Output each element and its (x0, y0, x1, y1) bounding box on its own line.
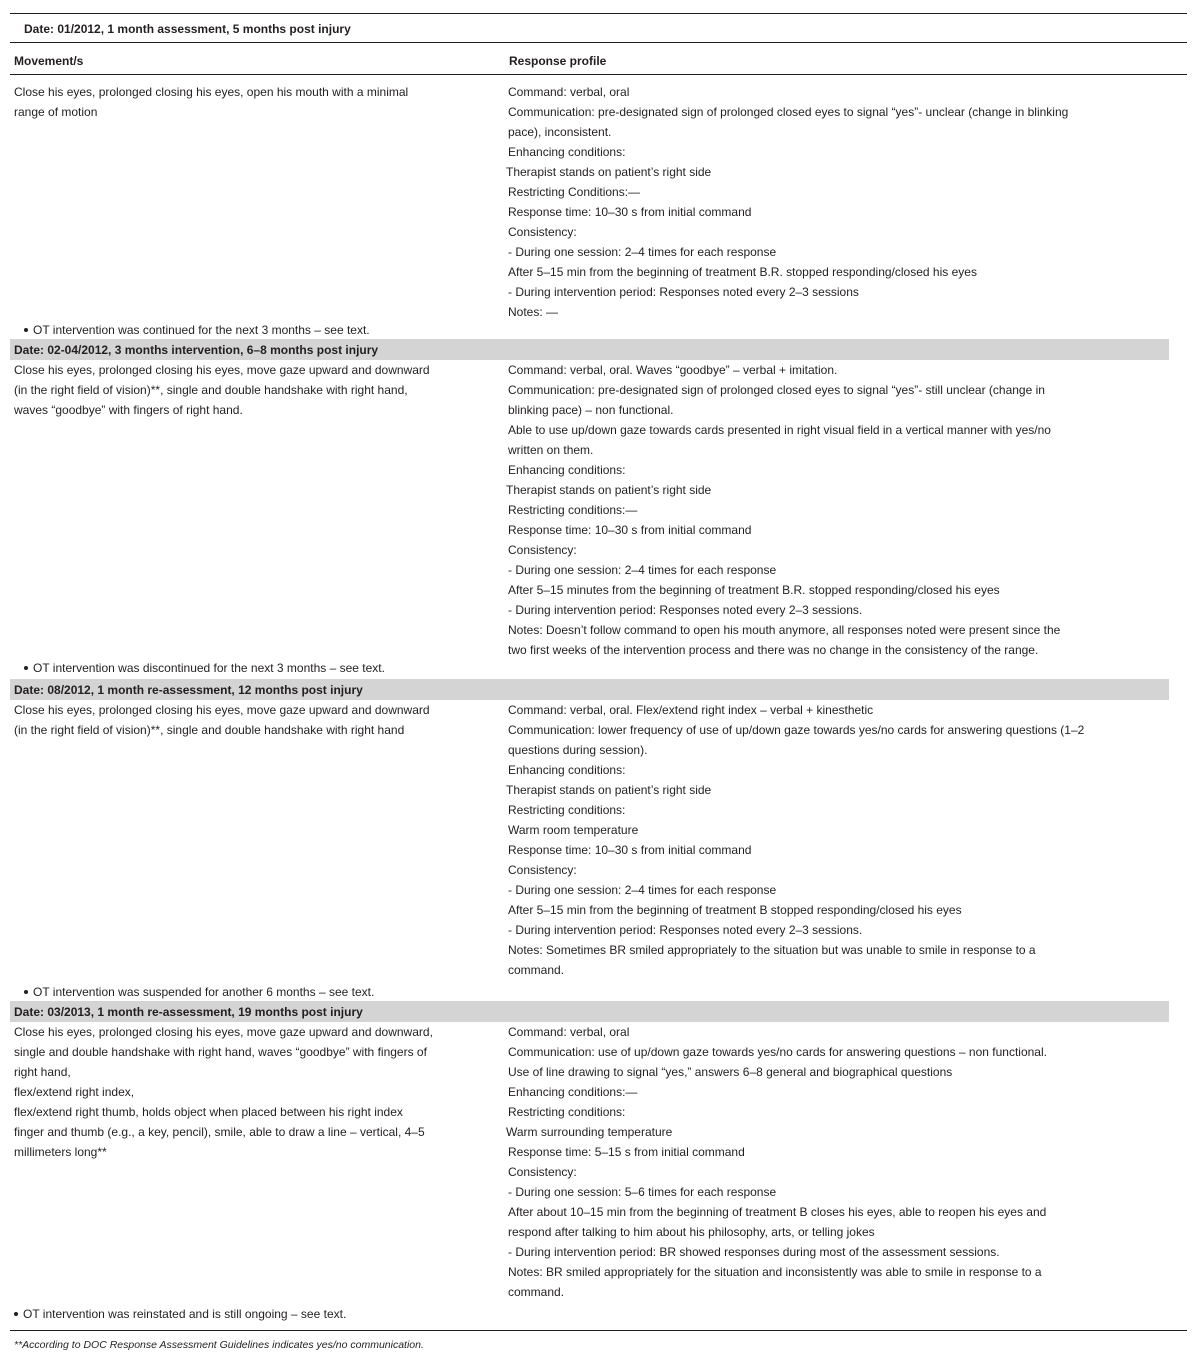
response-line: Command: verbal, oral. Flex/extend right index – verbal + kinesthetic (508, 703, 874, 717)
bullet-dot (24, 328, 28, 332)
movements-cell-3 (14, 700, 494, 740)
response-line: Enhancing conditions: (508, 145, 626, 159)
response-line: Restricting Conditions:— (508, 185, 641, 199)
response-line: Enhancing conditions: (508, 763, 626, 777)
table-footnote: **According to DOC Response Assessment Guidelines indicates yes/no communication. (14, 1339, 424, 1351)
movement-line: waves “goodbye” with fingers of right hand. (14, 403, 243, 417)
movement-line: millimeters long** (14, 1145, 107, 1159)
response-line: Response time: 10–30 s from initial command (508, 523, 752, 537)
intervention-note-4 (14, 1304, 346, 1324)
movement-line: range of motion (14, 105, 98, 119)
response-line: - During intervention period: Responses noted every 2–3 sessions. (508, 603, 863, 617)
response-line: Command: verbal, oral. Waves “goodbye” – verbal + imitation. (508, 363, 838, 377)
movement-line: (in the right field of vision)**, single and double handshake with right hand, (14, 383, 408, 397)
response-line: Able to use up/down gaze towards cards presented in right visual field in a vertical manner with yes/no (508, 423, 1051, 437)
response-line: Consistency: (508, 1165, 577, 1179)
movement-line: right hand, (14, 1065, 71, 1079)
column-header-movements: Movement/s (14, 54, 84, 68)
response-line: written on them. (508, 443, 594, 457)
response-line: Enhancing conditions: (508, 463, 626, 477)
response-line: Communication: lower frequency of use of up/down gaze towards yes/no cards for answering questions (1–2 (508, 723, 1085, 737)
response-line: blinking pace) – non functional. (508, 403, 674, 417)
note-text: OT intervention was continued for the next 3 months – see text. (33, 323, 370, 337)
response-line: Therapist stands on patient’s right side (506, 783, 712, 797)
movements-cell-1 (14, 82, 494, 122)
response-line: command. (508, 1285, 565, 1299)
note-text: OT intervention was suspended for another 6 months – see text. (33, 985, 375, 999)
response-line: After 5–15 min from the beginning of treatment B.R. stopped responding/closed his eyes (508, 265, 977, 279)
movement-line: Close his eyes, prolonged closing his eyes, move gaze upward and downward (14, 703, 430, 717)
movements-cell-2 (14, 360, 494, 420)
response-line: Communication: pre-designated sign of prolonged closed eyes to signal “yes”- unclear (change in blinking (508, 105, 1069, 119)
response-line: Response time: 5–15 s from initial command (508, 1145, 745, 1159)
movement-line: Close his eyes, prolonged closing his eyes, move gaze upward and downward, (14, 1025, 433, 1039)
table-top-header: Date: 01/2012, 1 month assessment, 5 months post injury (24, 22, 351, 36)
response-line: - During intervention period: Responses noted every 2–3 sessions. (508, 923, 863, 937)
intervention-note-2 (24, 658, 385, 678)
response-line: - During one session: 2–4 times for each response (508, 245, 777, 259)
response-line: Command: verbal, oral (508, 85, 630, 99)
response-line: Therapist stands on patient’s right side (506, 483, 712, 497)
response-line: Notes: Sometimes BR smiled appropriately to the situation but was unable to smile in response to a (508, 943, 1036, 957)
response-line: After 5–15 min from the beginning of treatment B stopped responding/closed his eyes (508, 903, 962, 917)
response-line: Consistency: (508, 225, 577, 239)
section-date-4: Date: 03/2013, 1 month re-assessment, 19 months post injury (14, 1005, 363, 1019)
response-line: After about 10–15 min from the beginning of treatment B closes his eyes, able to reopen his eyes and (508, 1205, 1047, 1219)
response-line: Communication: use of up/down gaze towards yes/no cards for answering questions – non functional. (508, 1045, 1047, 1059)
response-line: Consistency: (508, 863, 577, 877)
response-line: - During intervention period: Responses noted every 2–3 sessions (508, 285, 859, 299)
bullet-dot (24, 990, 28, 994)
response-line: Enhancing conditions:— (508, 1085, 638, 1099)
response-line: Notes: — (508, 305, 559, 319)
note-text: OT intervention was reinstated and is still ongoing – see text. (23, 1307, 347, 1321)
response-line: Warm surrounding temperature (506, 1125, 673, 1139)
section-date-2: Date: 02-04/2012, 3 months intervention, 6–8 months post injury (14, 343, 379, 357)
bullet-dot (14, 1312, 18, 1316)
header-rule (10, 42, 1187, 43)
note-text: OT intervention was discontinued for the next 3 months – see text. (33, 661, 385, 675)
movement-line: single and double handshake with right hand, waves “goodbye” with fingers of (14, 1045, 427, 1059)
response-line: Notes: BR smiled appropriately for the situation and inconsistently was able to smile in response to a (508, 1265, 1042, 1279)
response-line: pace), inconsistent. (508, 125, 612, 139)
section-date-3: Date: 08/2012, 1 month re-assessment, 12 months post injury (14, 683, 363, 697)
top-rule (10, 13, 1187, 14)
response-line: Command: verbal, oral (508, 1025, 630, 1039)
intervention-note-1 (24, 320, 370, 340)
response-line: Warm room temperature (508, 823, 639, 837)
response-line: two first weeks of the intervention process and there was no change in the consistency of the range. (508, 643, 1039, 657)
response-line: After 5–15 minutes from the beginning of treatment B.R. stopped responding/closed his eyes (508, 583, 1000, 597)
movement-line: Close his eyes, prolonged closing his eyes, open his mouth with a minimal (14, 85, 409, 99)
column-header-rule (10, 74, 1187, 75)
response-line: respond after talking to him about his philosophy, arts, or telling jokes (508, 1225, 875, 1239)
movement-line: flex/extend right thumb, holds object when placed between his right index (14, 1105, 403, 1119)
response-line: Response time: 10–30 s from initial command (508, 205, 752, 219)
response-cell-4 (508, 1022, 1168, 1302)
response-cell-1 (508, 82, 1168, 322)
bottom-rule (10, 1330, 1187, 1331)
bullet-dot (24, 666, 28, 670)
response-line: Restricting conditions: (508, 1105, 626, 1119)
response-line: - During one session: 2–4 times for each response (508, 883, 777, 897)
response-line: Restricting conditions: (508, 803, 626, 817)
movement-line: finger and thumb (e.g., a key, pencil), smile, able to draw a line – vertical, 4–5 (14, 1125, 425, 1139)
response-line: command. (508, 963, 565, 977)
column-header-response: Response profile (509, 54, 607, 68)
response-line: Restricting conditions:— (508, 503, 638, 517)
response-cell-2 (508, 360, 1168, 660)
movements-cell-4 (14, 1022, 494, 1162)
response-line: - During one session: 5–6 times for each response (508, 1185, 777, 1199)
movement-line: flex/extend right index, (14, 1085, 135, 1099)
intervention-note-3 (24, 982, 374, 1002)
response-line: Therapist stands on patient’s right side (506, 165, 712, 179)
response-line: Communication: pre-designated sign of prolonged closed eyes to signal “yes”- still unclear (change in (508, 383, 1045, 397)
response-cell-3 (508, 700, 1168, 980)
response-line: - During intervention period: BR showed responses during most of the assessment sessions. (508, 1245, 1000, 1259)
response-line: Consistency: (508, 543, 577, 557)
movement-line: Close his eyes, prolonged closing his eyes, move gaze upward and downward (14, 363, 430, 377)
response-line: - During one session: 2–4 times for each response (508, 563, 777, 577)
response-line: Notes: Doesn’t follow command to open his mouth anymore, all responses noted were present since the (508, 623, 1061, 637)
response-line: Response time: 10–30 s from initial command (508, 843, 752, 857)
response-line: questions during session). (508, 743, 648, 757)
response-line: Use of line drawing to signal “yes,” answers 6–8 general and biographical questions (508, 1065, 953, 1079)
movement-line: (in the right field of vision)**, single and double handshake with right hand (14, 723, 405, 737)
